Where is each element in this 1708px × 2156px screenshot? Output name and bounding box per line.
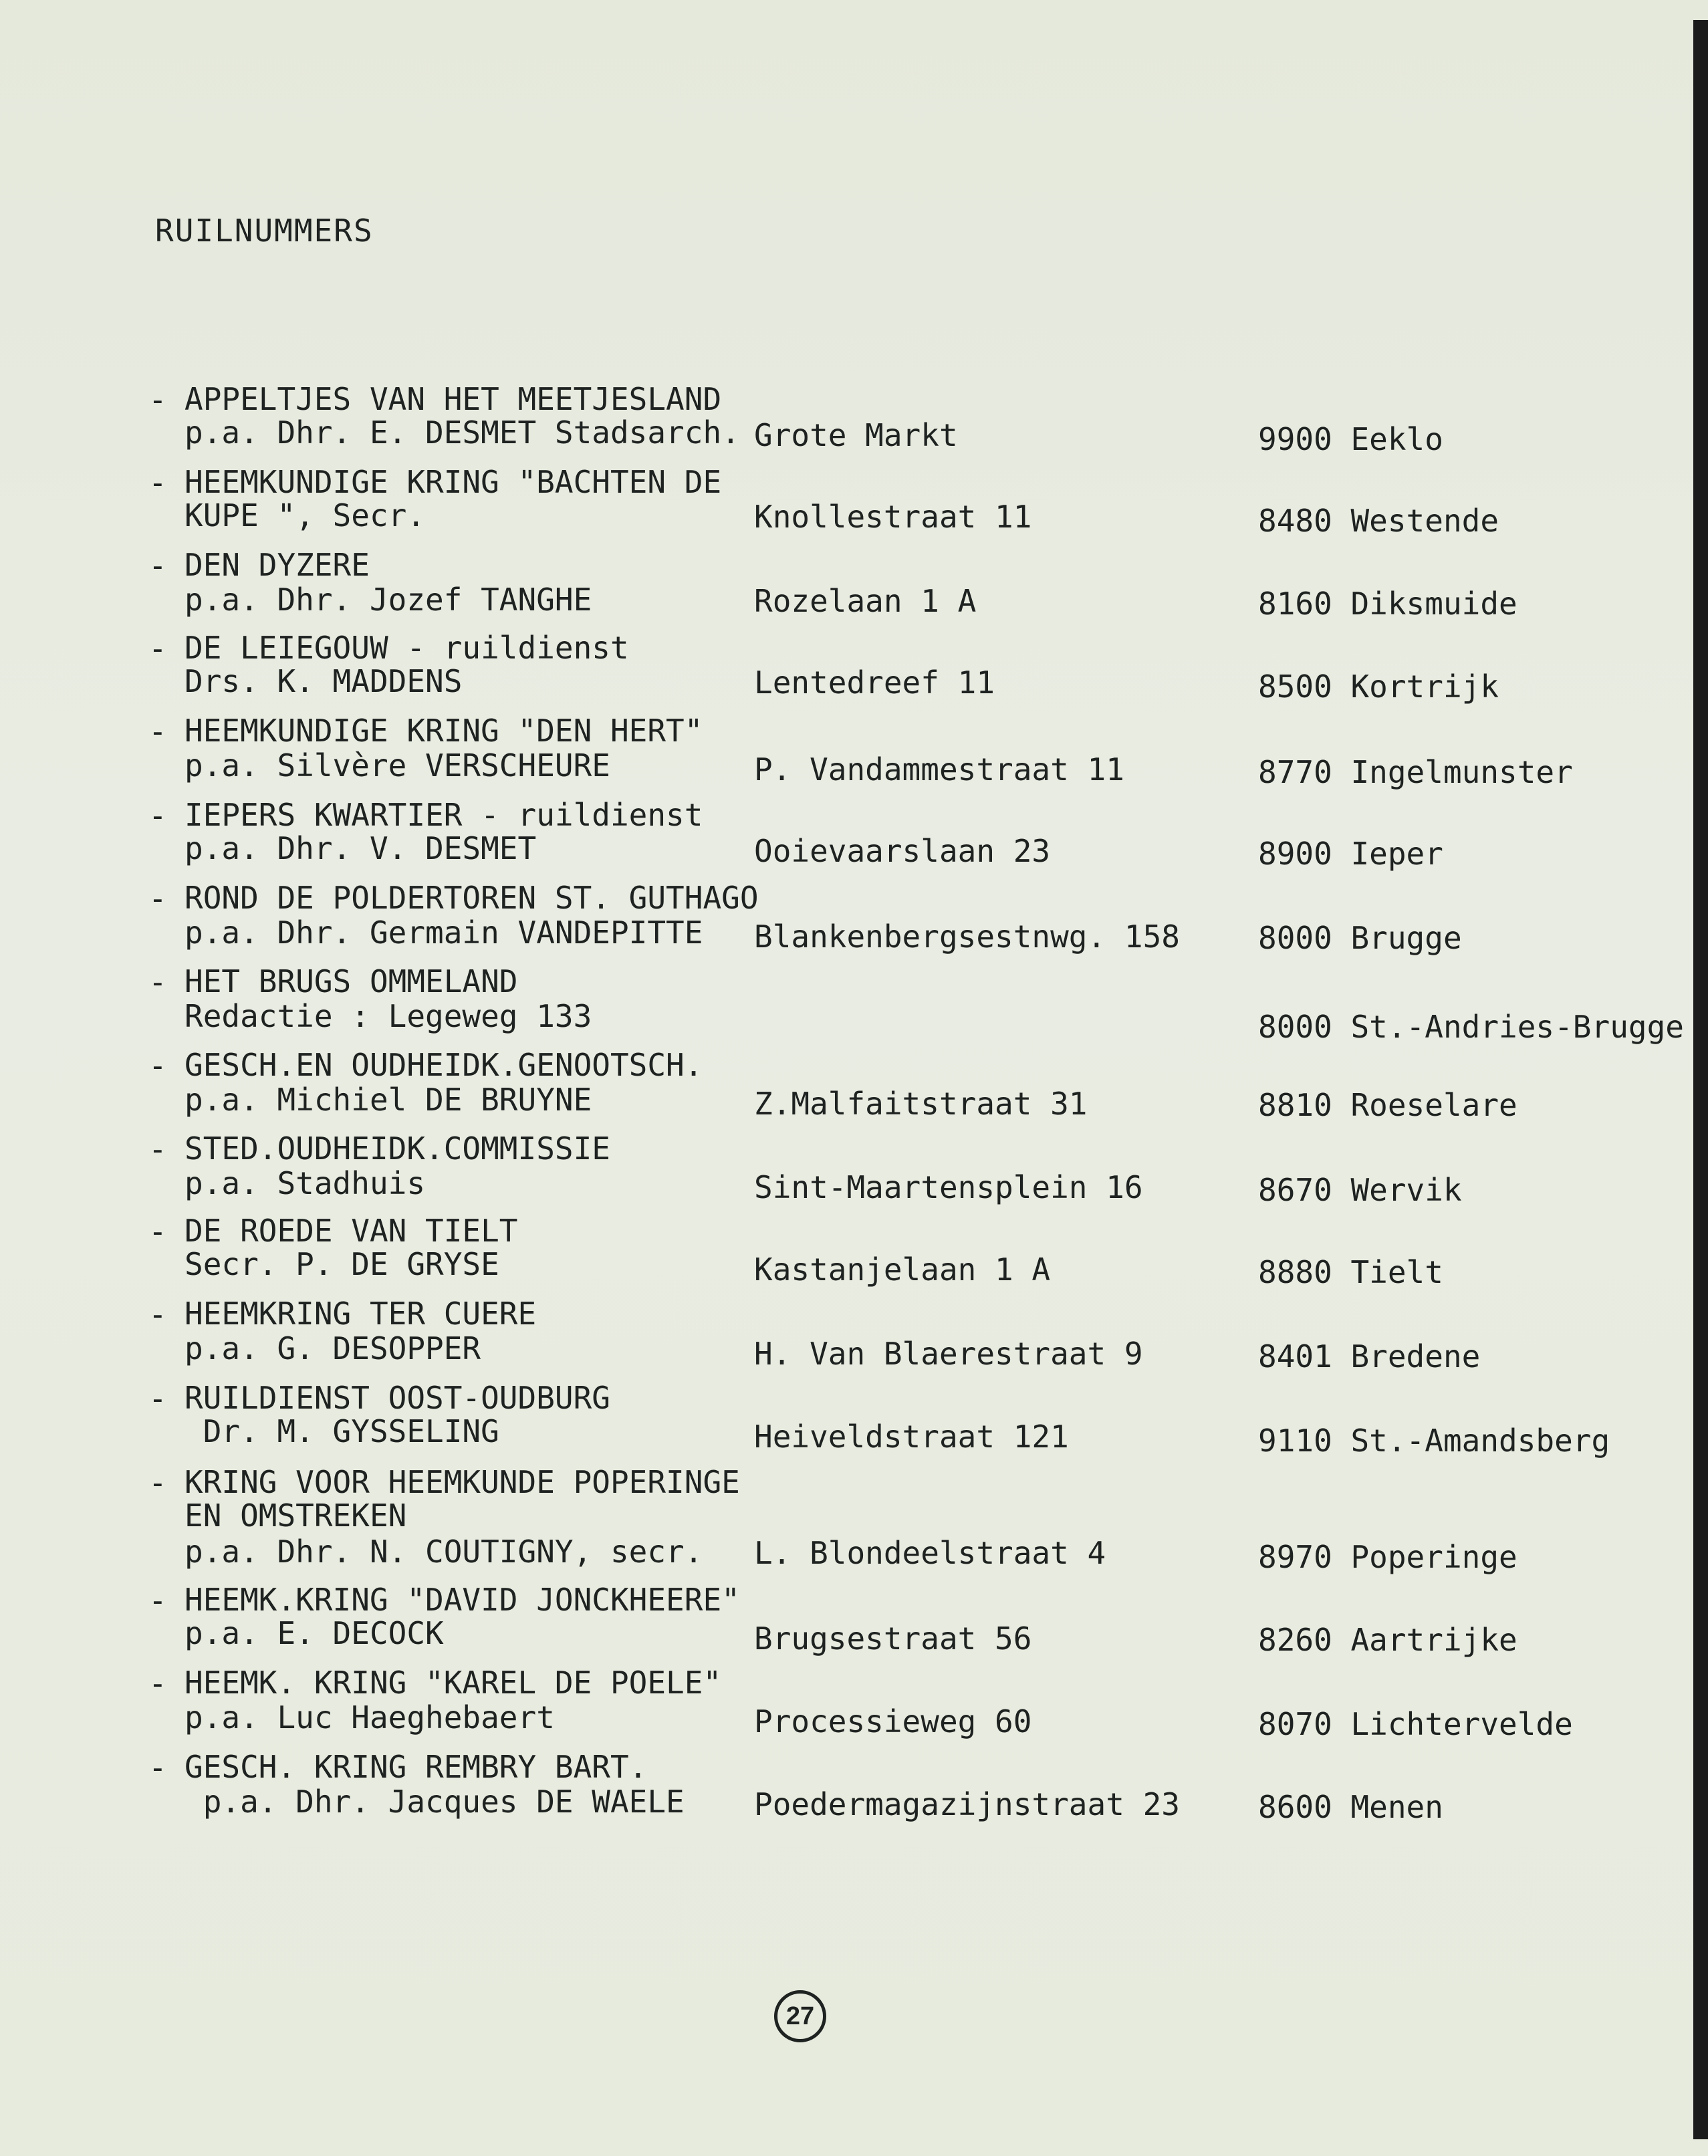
- contact-line: KUPE ", Secr.: [185, 497, 426, 533]
- list-dash: -: [148, 1750, 167, 1786]
- postal-city: 8070 Lichtervelde: [1258, 1706, 1573, 1742]
- list-dash: -: [148, 798, 167, 834]
- organization-name: STED.OUDHEIDK.COMMISSIE: [185, 1130, 610, 1167]
- street-address: Grote Markt: [754, 417, 958, 453]
- organization-name: HEEMKRING TER CUERE: [185, 1296, 537, 1332]
- postal-city: 8970 Poperinge: [1258, 1539, 1517, 1575]
- exchange-entry: [0, 1750, 1708, 1830]
- street-address: Poedermagazijnstraat 23: [754, 1786, 1180, 1822]
- postal-city: 8810 Roeselare: [1258, 1087, 1517, 1123]
- page-number-badge: [774, 1990, 826, 2042]
- organization-name: HEEMKUNDIGE KRING "DEN HERT": [185, 713, 703, 749]
- postal-city: 8260 Aartrijke: [1258, 1622, 1517, 1658]
- street-address: Sint-Maartensplein 16: [754, 1169, 1143, 1205]
- list-dash: -: [148, 1582, 167, 1619]
- exchange-entry: [0, 1297, 1708, 1377]
- organization-name: HEEMK. KRING "KAREL DE POELE": [185, 1665, 722, 1701]
- postal-city: 8480 Westende: [1258, 503, 1499, 539]
- organization-name: APPELTJES VAN HET MEETJESLAND: [185, 381, 722, 417]
- list-dash: -: [148, 964, 167, 1000]
- contact-line: p.a. Dhr. N. COUTIGNY, secr.: [185, 1534, 703, 1570]
- contact-line: p.a. Michiel DE BRUYNE: [185, 1082, 592, 1118]
- organization-name: KRING VOOR HEEMKUNDE POPERINGE: [185, 1464, 740, 1500]
- exchange-entry: [0, 1465, 1708, 1579]
- street-address: P. Vandammestraat 11: [754, 751, 1124, 788]
- street-address: H. Van Blaerestraat 9: [754, 1336, 1143, 1372]
- list-dash: -: [148, 1131, 167, 1167]
- street-address: Heiveldstraat 121: [754, 1419, 1069, 1455]
- list-dash: -: [148, 1213, 167, 1249]
- organization-name: HET BRUGS OMMELAND: [185, 963, 518, 999]
- street-address: Kastanjelaan 1 A: [754, 1251, 1051, 1288]
- exchange-entry: [0, 714, 1708, 794]
- organization-name-continued: EN OMSTREKEN: [185, 1498, 407, 1534]
- exchange-entry: [0, 1048, 1708, 1128]
- contact-line: Dr. M. GYSSELING: [185, 1413, 499, 1449]
- exchange-entry: [0, 631, 1708, 711]
- exchange-entry: [0, 965, 1708, 1045]
- organization-name: HEEMKUNDIGE KRING "BACHTEN DE: [185, 464, 722, 500]
- exchange-entry: [0, 382, 1708, 463]
- list-dash: -: [148, 1048, 167, 1084]
- contact-line: p.a. G. DESOPPER: [185, 1330, 481, 1366]
- street-address: Processieweg 60: [754, 1703, 1032, 1740]
- postal-city: 9900 Eeklo: [1258, 421, 1443, 457]
- street-address: Rozelaan 1 A: [754, 583, 977, 619]
- postal-city: 8160 Diksmuide: [1258, 586, 1517, 622]
- organization-name: DE ROEDE VAN TIELT: [185, 1213, 518, 1249]
- list-dash: -: [148, 465, 167, 501]
- list-dash: -: [148, 630, 167, 667]
- street-address: Lentedreef 11: [754, 665, 995, 701]
- contact-line: Secr. P. DE GRYSE: [185, 1246, 499, 1282]
- list-dash: -: [148, 1296, 167, 1332]
- exchange-entry: [0, 1666, 1708, 1746]
- postal-city: 8670 Wervik: [1258, 1172, 1462, 1208]
- list-dash: -: [148, 548, 167, 584]
- contact-line: p.a. Dhr. Jacques DE WAELE: [185, 1784, 685, 1820]
- organization-name: RUILDIENST OOST-OUDBURG: [185, 1380, 610, 1416]
- postal-city: 8770 Ingelmunster: [1258, 754, 1573, 790]
- list-dash: -: [148, 880, 167, 917]
- organization-name: ROND DE POLDERTOREN ST. GUTHAGO: [185, 880, 759, 916]
- contact-line: p.a. Stadhuis: [185, 1165, 426, 1201]
- contact-line: Drs. K. MADDENS: [185, 663, 463, 699]
- list-dash: -: [148, 382, 167, 418]
- organization-name: DE LEIEGOUW - ruildienst: [185, 630, 629, 666]
- contact-line: p.a. Dhr. Jozef TANGHE: [185, 582, 592, 618]
- contact-line: p.a. Dhr. V. DESMET: [185, 830, 537, 866]
- list-dash: -: [148, 1381, 167, 1417]
- exchange-entry: [0, 1214, 1708, 1294]
- organization-name: HEEMK.KRING "DAVID JONCKHEERE": [185, 1582, 740, 1618]
- page-title: RUILNUMMERS: [155, 213, 374, 249]
- postal-city: 8401 Bredene: [1258, 1338, 1481, 1374]
- exchange-entry: [0, 881, 1708, 961]
- postal-city: 8880 Tielt: [1258, 1254, 1443, 1290]
- organization-name: DEN DYZERE: [185, 547, 370, 583]
- postal-city: 8900 Ieper: [1258, 836, 1443, 872]
- street-address: Brugsestraat 56: [754, 1621, 1032, 1657]
- postal-city: 8500 Kortrijk: [1258, 669, 1499, 705]
- contact-line: p.a. Dhr. Germain VANDEPITTE: [185, 915, 703, 951]
- organization-name: GESCH.EN OUDHEIDK.GENOOTSCH.: [185, 1047, 703, 1083]
- street-address: L. Blondeelstraat 4: [754, 1535, 1106, 1571]
- contact-line: p.a. Luc Haeghebaert: [185, 1699, 555, 1735]
- organization-name: GESCH. KRING REMBRY BART.: [185, 1749, 648, 1785]
- street-address: Ooievaarslaan 23: [754, 833, 1051, 869]
- list-dash: -: [148, 713, 167, 749]
- postal-city: 8600 Menen: [1258, 1789, 1443, 1825]
- street-address: Z.Malfaitstraat 31: [754, 1086, 1088, 1122]
- contact-line: p.a. E. DECOCK: [185, 1615, 444, 1651]
- exchange-entry: [0, 1583, 1708, 1663]
- exchange-entry: [0, 798, 1708, 878]
- street-address: Knollestraat 11: [754, 499, 1032, 535]
- list-dash: -: [148, 1465, 167, 1501]
- postal-city: 8000 Brugge: [1258, 920, 1462, 956]
- exchange-entry: [0, 465, 1708, 546]
- contact-line: p.a. Silvère VERSCHEURE: [185, 747, 610, 784]
- street-address: Blankenbergsestnwg. 158: [754, 919, 1180, 955]
- page-number: 27: [785, 2002, 815, 2030]
- organization-name: IEPERS KWARTIER - ruildienst: [185, 797, 703, 833]
- exchange-entry: [0, 1381, 1708, 1461]
- postal-city: 8000 St.-Andries-Brugge: [1258, 1009, 1684, 1045]
- contact-line: Redactie : Legeweg 133: [185, 998, 592, 1034]
- exchange-entry: [0, 548, 1708, 628]
- exchange-entry: [0, 1132, 1708, 1212]
- list-dash: -: [148, 1665, 167, 1701]
- postal-city: 9110 St.-Amandsberg: [1258, 1423, 1610, 1459]
- contact-line: p.a. Dhr. E. DESMET Stadsarch.: [185, 414, 740, 451]
